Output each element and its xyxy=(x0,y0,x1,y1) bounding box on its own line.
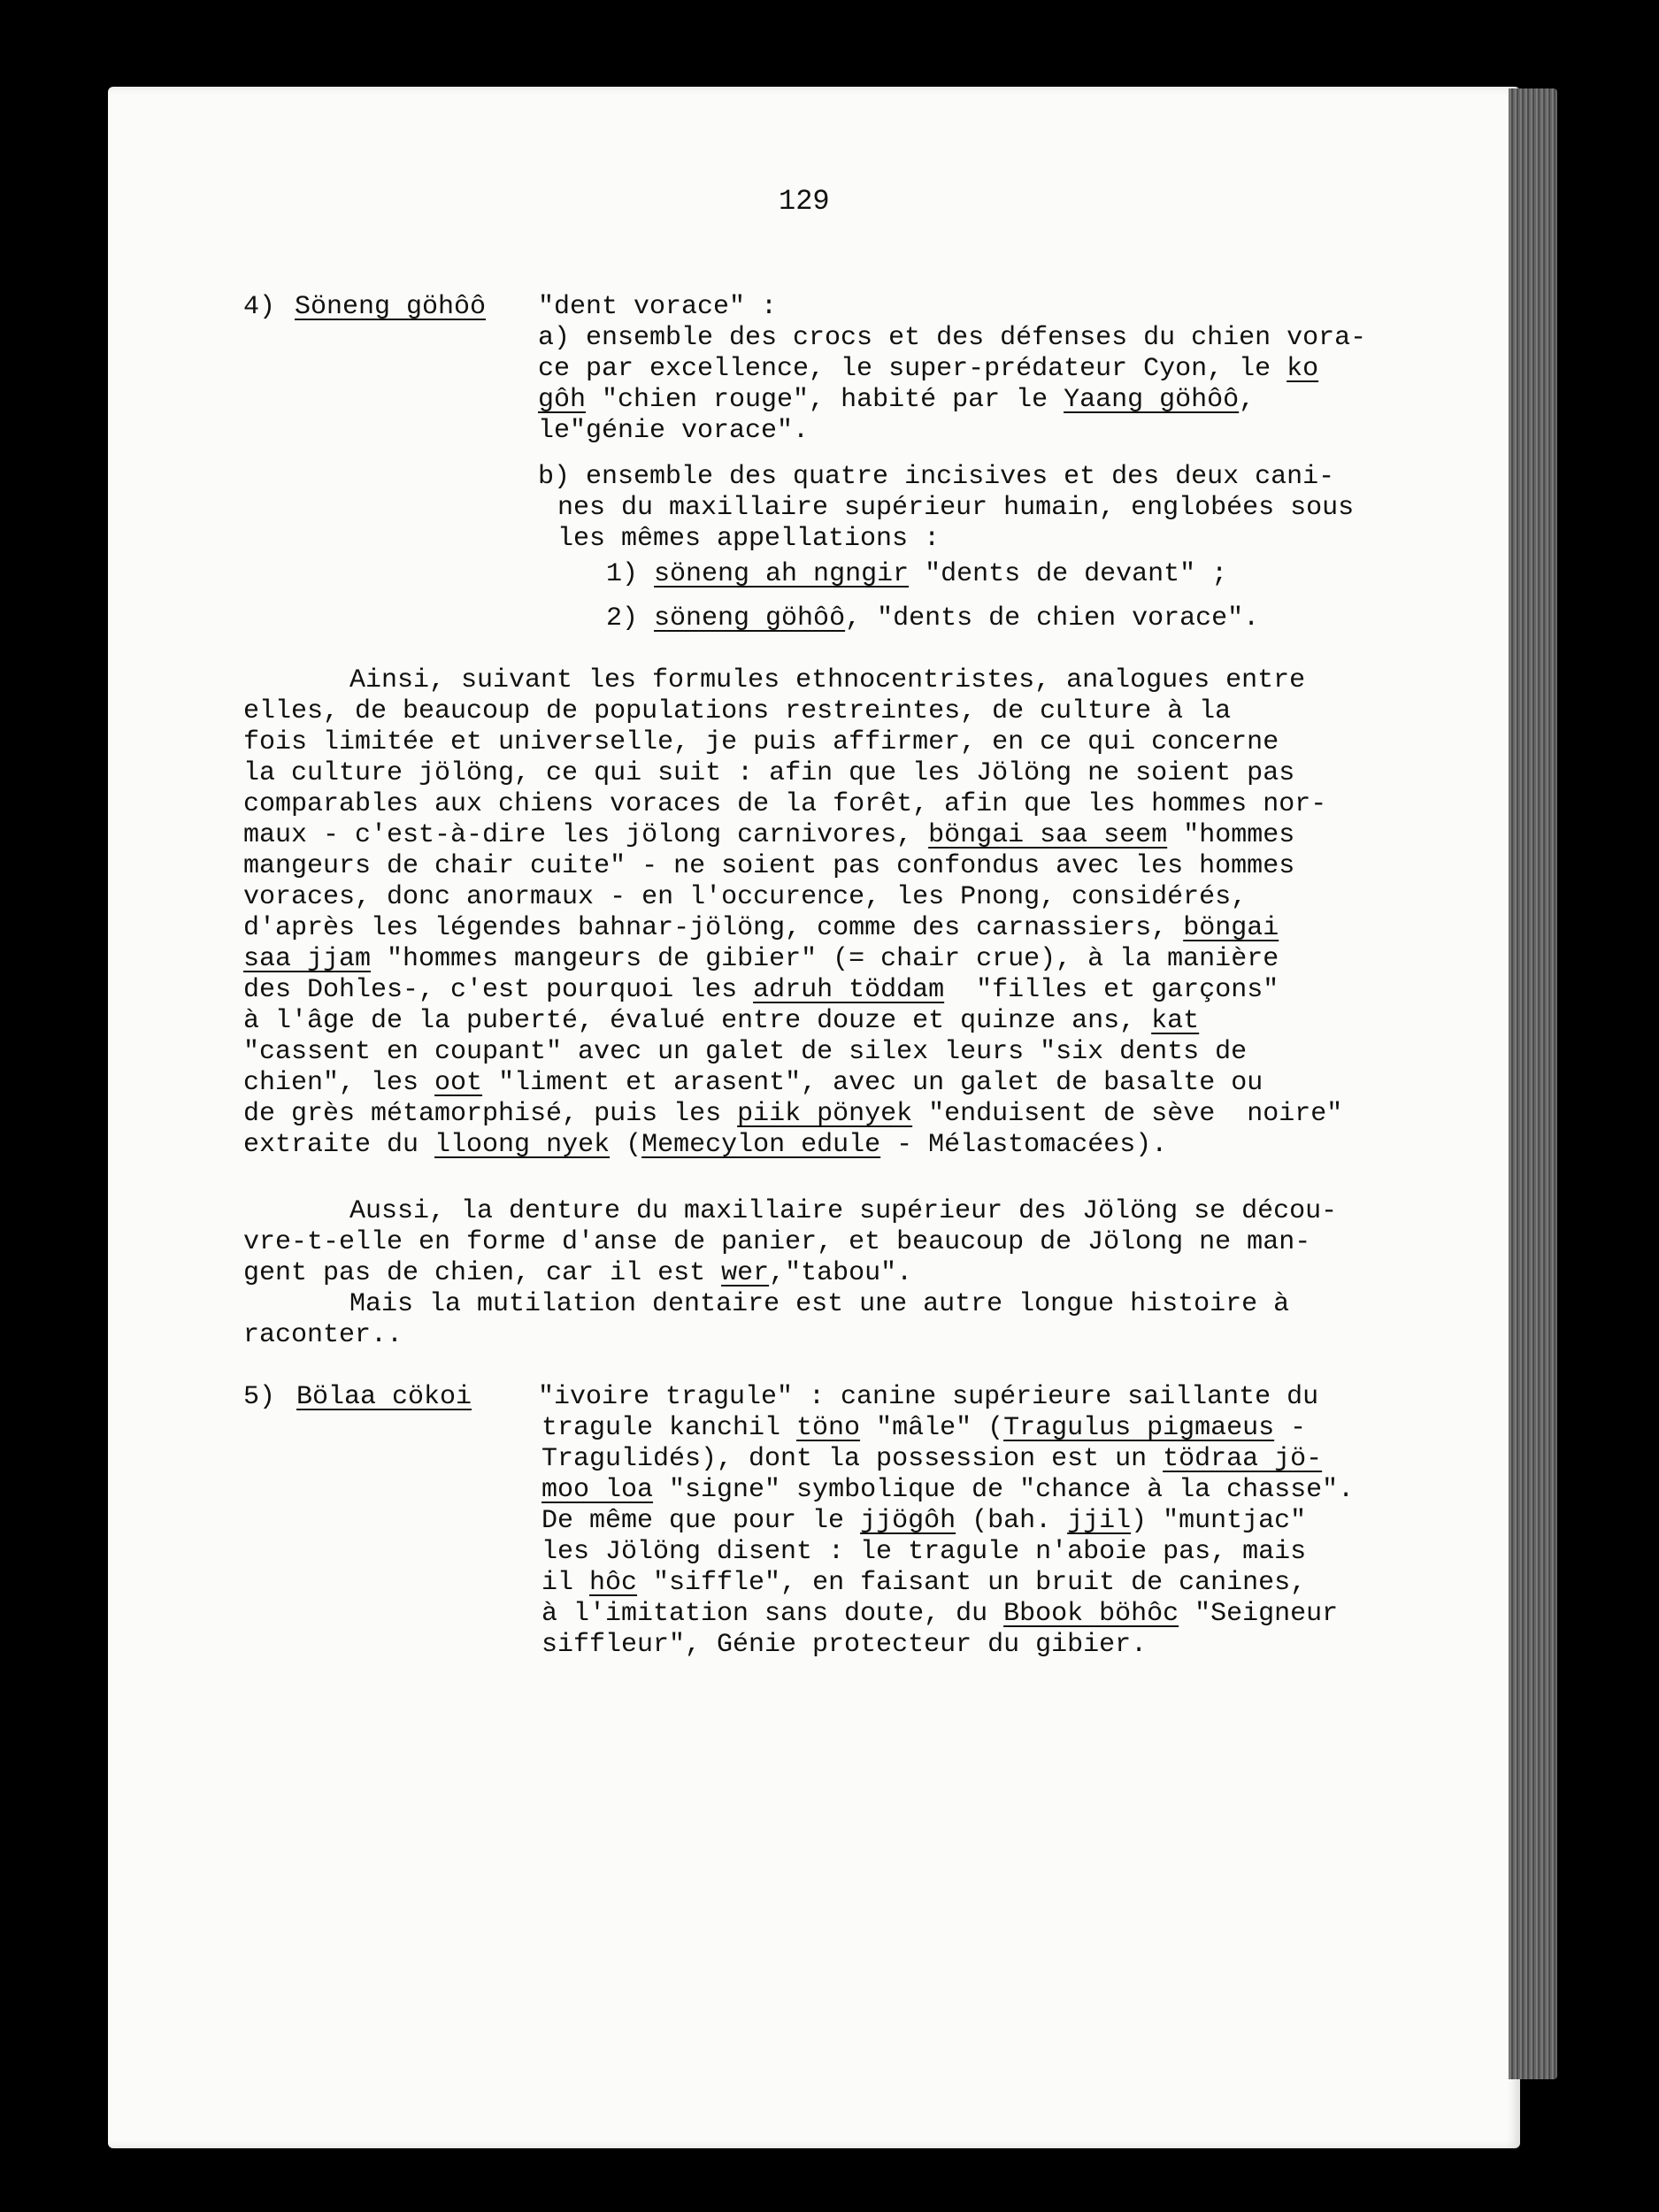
sub-item-1: 1) söneng ah ngngir "dents de devant" ; xyxy=(606,559,1228,589)
para2-line: Mais la mutilation dentaire est une autre longue histoire à xyxy=(349,1289,1290,1319)
section-4-number: 4) xyxy=(243,292,276,322)
section-5-line: siffleur", Génie protecteur du gibier. xyxy=(541,1630,1148,1660)
para1-line: "cassent en coupant" avec un galet de silex leurs "six dents de xyxy=(243,1037,1248,1067)
section-5-line: Tragulidés), dont la possession est un tödraa jö- xyxy=(541,1444,1323,1474)
para2-line: raconter.. xyxy=(243,1320,403,1350)
para1-line: d'après les légendes bahnar-jölöng, comme des carnassiers, böngai xyxy=(243,913,1279,943)
section-5-line: moo loa "signe" symbolique de "chance à la chasse". xyxy=(541,1475,1355,1505)
para1-line: elles, de beaucoup de populations restreintes, de culture à la xyxy=(243,696,1232,726)
section-4-b-line: les mêmes appellations : xyxy=(557,524,941,554)
para2-line: vre-t-elle en forme d'anse de panier, et beaucoup de Jölong ne man- xyxy=(243,1227,1311,1257)
para1-line: mangeurs de chair cuite" - ne soient pas confondus avec les hommes xyxy=(243,851,1295,881)
page-number: 129 xyxy=(779,185,830,218)
para1-line: extraite du lloong nyek (Memecylon edule - Mélastomacées). xyxy=(243,1130,1168,1160)
section-4-a-line: le"génie vorace". xyxy=(538,416,810,446)
section-5-line: De même que pour le jjögôh (bah. jjil) "muntjac" xyxy=(541,1506,1307,1536)
para1-line: fois limitée et universelle, je puis affirmer, en ce qui concerne xyxy=(243,727,1279,757)
para1-line: voraces, donc anormaux - en l'occurence, les Pnong, considérés, xyxy=(243,882,1248,912)
para1-line: saa jjam "hommes mangeurs de gibier" (= chair crue), à la manière xyxy=(243,944,1279,974)
section-5-term: Bölaa cökoi xyxy=(296,1382,472,1412)
para1-line: Ainsi, suivant les formules ethnocentristes, analogues entre xyxy=(349,665,1306,695)
section-5-number: 5) xyxy=(243,1382,276,1412)
para1-line: chien", les oot "liment et arasent", avec un galet de basalte ou xyxy=(243,1068,1263,1098)
page-stack-edge xyxy=(1509,88,1557,2079)
para1-line: la culture jölöng, ce qui suit : afin que les Jölöng ne soient pas xyxy=(243,758,1295,788)
para1-line: des Dohles-, c'est pourquoi les adruh töddam "filles et garçons" xyxy=(243,975,1279,1005)
section-4-a-line: a) ensemble des crocs et des défenses du chien vora- xyxy=(538,323,1367,353)
para1-line: comparables aux chiens voraces de la forêt, afin que les hommes nor- xyxy=(243,789,1327,819)
sub-item-2: 2) söneng göhôô, "dents de chien vorace". xyxy=(606,603,1260,634)
para2-line: Aussi, la denture du maxillaire supérieur des Jölöng se décou- xyxy=(349,1196,1338,1226)
section-4-b-line: nes du maxillaire supérieur humain, englobées sous xyxy=(557,493,1355,523)
para1-line: maux - c'est-à-dire les jölong carnivores, böngai saa seem "hommes xyxy=(243,820,1295,850)
section-5-line: tragule kanchil töno "mâle" (Tragulus pigmaeus - xyxy=(541,1413,1307,1443)
section-4-b-line: b) ensemble des quatre incisives et des deux cani- xyxy=(538,462,1335,492)
section-4-a-line: ce par excellence, le super-prédateur Cyon, le ko xyxy=(538,354,1319,384)
section-4-term: Söneng göhôô xyxy=(295,292,487,322)
section-5-line: les Jölöng disent : le tragule n'aboie pas, mais xyxy=(541,1537,1307,1567)
para1-line: de grès métamorphisé, puis les piik pönyek "enduisent de sève noire" xyxy=(243,1099,1343,1129)
para1-line: à l'âge de la puberté, évalué entre douze et quinze ans, kat xyxy=(243,1006,1200,1036)
section-5-line: il hôc "siffle", en faisant un bruit de canines, xyxy=(541,1568,1307,1598)
section-4-gloss: "dent vorace" : xyxy=(538,292,778,322)
section-5-line: à l'imitation sans doute, du Bbook böhôc "Seigneur xyxy=(541,1599,1339,1629)
section-4-a-line: gôh "chien rouge", habité par le Yaang göhôô, xyxy=(538,385,1256,415)
para2-line: gent pas de chien, car il est wer,"tabou". xyxy=(243,1258,913,1288)
section-5-line: "ivoire tragule" : canine supérieure saillante du xyxy=(538,1382,1319,1412)
